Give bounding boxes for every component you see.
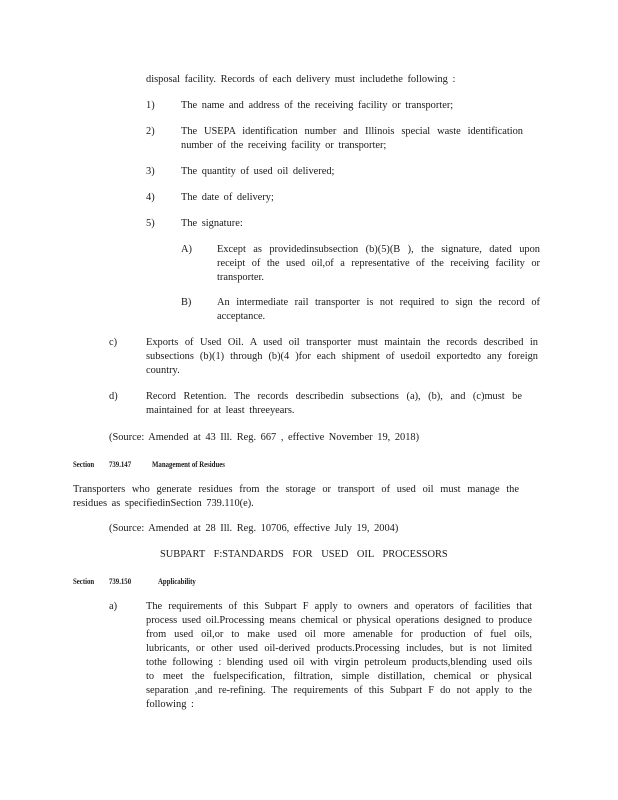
section-147-label: Section (73, 460, 95, 469)
subitem-a-number: A) (181, 244, 192, 255)
intro-line: disposal facility. Records of each delivery must includethe following : (146, 74, 456, 85)
residues-paragraph: Transporters who generate residues from the storage or transport of used oil must manage the residues as specifiedinSection 739.110(e). (73, 484, 519, 509)
item-4-text: The date of delivery; (181, 192, 274, 203)
source-note-1: (Source: Amended at 43 Ill. Reg. 667 , effective November 19, 2018) (109, 432, 420, 443)
section-150-label: Section (73, 577, 95, 586)
subitem-a-text: Except as providedinsubsection (b)(5)(B ), the signature, dated upon receipt of the used oil,of a representative of the receiving facility or transporter. (217, 244, 540, 283)
item-a-text: The requirements of this Subpart F apply to owners and operators of facilities that process used oil.Processing means chemical or physical operations designed to produce from used oil,or to make used oil more amenable for production of fuel oils, lubricants, or other used oil-derived products.Processing includes, but is not limited tothe following : blending used oil with virgin petroleum products,blending used oils to meet the fuelspecification, filtration, simple distillation, chemical or physical separation ,and re-refining. The requirements of this Subpart F do not apply to the following : (146, 601, 532, 710)
item-5-text: The signature: (181, 218, 243, 229)
item-c-number: c) (109, 337, 118, 348)
item-3-number: 3) (146, 166, 155, 177)
subpart-heading: SUBPART F:STANDARDS FOR USED OIL PROCESSORS (160, 549, 448, 560)
item-d-text: Record Retention. The records describedin subsections (a), (b), and (c)must be maintained for at least threeyears. (146, 391, 522, 416)
item-2-text: The USEPA identification number and Illinois special waste identification number of the receiving facility or transporter; (181, 126, 523, 151)
item-d-number: d) (109, 391, 118, 402)
item-a-number: a) (109, 601, 118, 612)
item-1-number: 1) (146, 100, 155, 111)
item-c-text: Exports of Used Oil. A used oil transporter must maintain the records described in subsections (b)(1) through (b)(4 )for each shipment of usedoil exportedto any foreign country. (146, 337, 538, 376)
item-3-text: The quantity of used oil delivered; (181, 166, 335, 177)
item-1-text: The name and address of the receiving facility or transporter; (181, 100, 454, 111)
subitem-b-text: An intermediate rail transporter is not required to sign the record of acceptance. (217, 297, 540, 322)
section-150-number: 739.150 (109, 577, 132, 586)
source-note-2: (Source: Amended at 28 Ill. Reg. 10706, effective July 19, 2004) (109, 523, 399, 534)
item-4-number: 4) (146, 192, 155, 203)
section-147-number: 739.147 (109, 460, 132, 469)
section-150-title: Applicability (158, 577, 196, 586)
item-5-number: 5) (146, 218, 155, 229)
section-147-title: Management of Residues (152, 460, 225, 469)
subitem-b-number: B) (181, 297, 192, 308)
item-2-number: 2) (146, 126, 155, 137)
